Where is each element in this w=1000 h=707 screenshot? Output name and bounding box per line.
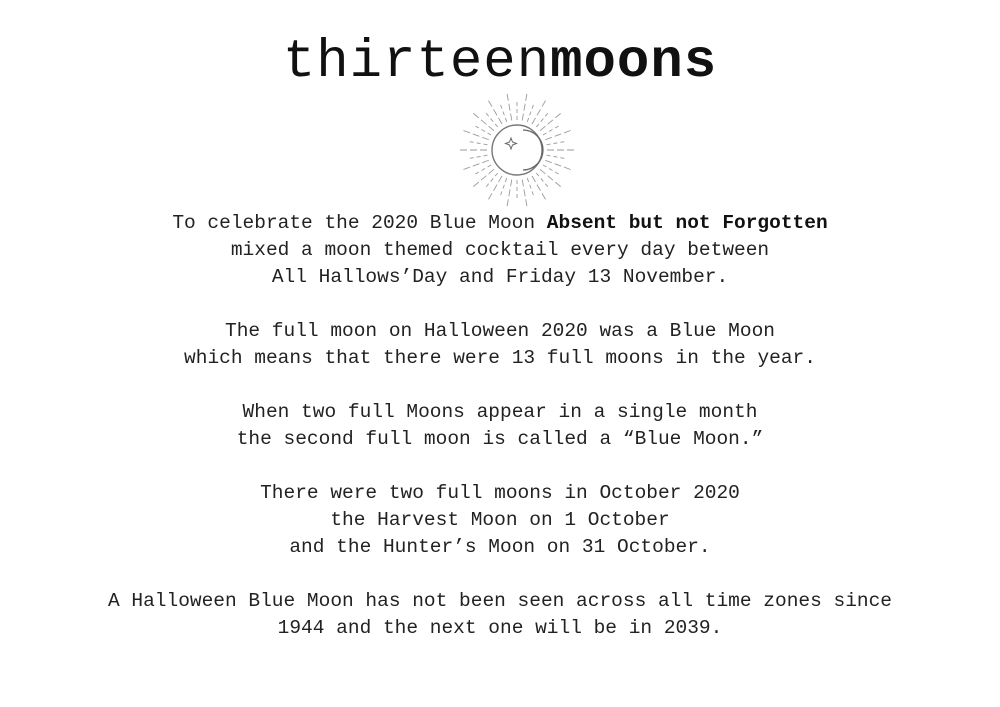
sun-ray <box>473 169 494 187</box>
sun-ray <box>500 178 507 197</box>
sun-ray <box>532 100 546 124</box>
moon-ring <box>492 125 542 175</box>
sun-ray <box>468 141 488 144</box>
sun-ray <box>473 113 494 131</box>
sun-ray <box>488 100 502 124</box>
sun-ray <box>527 103 534 122</box>
text-line: When two full Moons appear in a single month <box>242 401 758 423</box>
title-bold: moons <box>550 32 718 93</box>
sun-ray <box>500 103 507 122</box>
sun-ray <box>507 93 512 121</box>
sun-ray <box>547 141 567 144</box>
paragraph-intro <box>0 210 1000 291</box>
text-line: The full moon on Halloween 2020 was a Blue Moon <box>225 320 775 342</box>
page-title <box>0 30 1000 96</box>
text-line: the Harvest Moon on 1 October <box>330 509 670 531</box>
sun-ray <box>522 180 527 208</box>
text-line: A Halloween Blue Moon has not been seen across all time zones since <box>107 590 893 612</box>
intro-line-2: mixed a moon themed cocktail every day between <box>230 239 770 261</box>
title-light: thirteen <box>282 32 551 93</box>
sun-ray <box>547 155 567 158</box>
sun-ray <box>507 180 512 208</box>
sun-ray <box>522 93 527 121</box>
sun-ray <box>540 169 561 187</box>
body-text <box>0 210 1000 669</box>
text-line: There were two full moons in October 2020 <box>260 482 740 504</box>
sun-ray <box>540 113 561 131</box>
text-line: and the Hunter’s Moon on 31 October. <box>289 536 711 558</box>
paragraph-definition <box>0 399 1000 453</box>
paragraph-october <box>0 480 1000 561</box>
intro-line-3: All Hallows’Day and Friday 13 November. <box>271 266 729 288</box>
sun-ray <box>488 176 502 200</box>
text-line: the second full moon is called a “Blue Moon.” <box>236 428 764 450</box>
crescent-moon-sunburst-icon <box>457 90 577 210</box>
sun-ray <box>532 176 546 200</box>
sun-ray <box>468 155 488 158</box>
text-line: 1944 and the next one will be in 2039. <box>277 617 723 639</box>
cocktail-name: Absent but not Forgotten <box>546 212 828 234</box>
paragraph-rarity <box>0 588 1000 642</box>
sun-ray <box>527 178 534 197</box>
intro-line-1: To celebrate the 2020 Blue Moon Absent but not Forgotten <box>172 212 828 234</box>
paragraph-halloween <box>0 318 1000 372</box>
text-line: which means that there were 13 full moons in the year. <box>184 347 816 369</box>
